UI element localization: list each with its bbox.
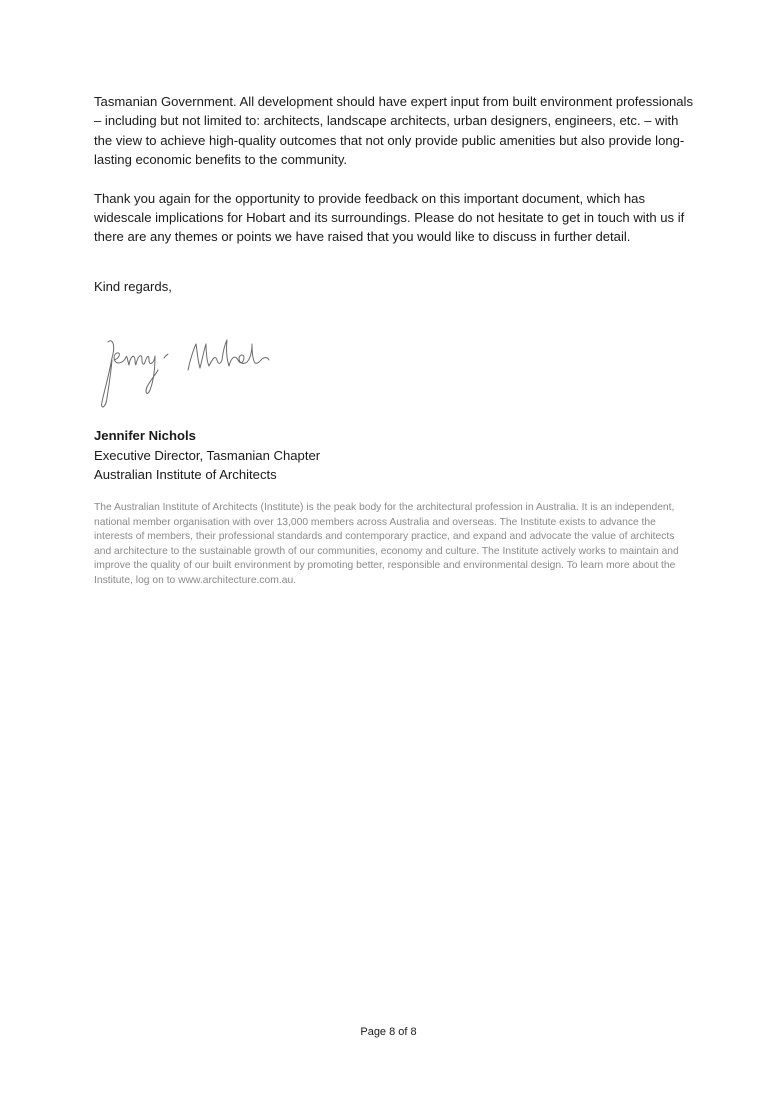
page-number: Page 8 of 8 (360, 1026, 417, 1038)
signatory-name: Jennifer Nichols (94, 428, 196, 443)
signatory-organisation: Australian Institute of Architects (94, 467, 277, 482)
institute-statement: The Australian Institute of Architects (Institute) is the peak body for the architectural profession in Australia. It is an independent, national member organisation with over 13,000 members across Australia and overseas. The Institute exists to advance the interests of members, their professional standards and contemporary practice, and expand and advocate the value of architects and architecture to the sustainable growth of our communities, economy and culture. The Institute actively works to maintain and improve the quality of our built environment by promoting better, responsible and environmental design. To learn more about the Institute, log on to www.architecture.com.au. (94, 502, 679, 586)
letter-body (94, 92, 694, 247)
body-paragraph: Thank you again for the opportunity to provide feedback on this important document, which has widescale implications for Hobart and its surroundings. Please do not hesitate to get in touch with us if there are any themes or points we have raised that you would like to discuss in further detail. (94, 190, 685, 245)
signatory-block (94, 426, 320, 485)
handwritten-signature (94, 330, 274, 410)
closing-salutation: Kind regards, (94, 279, 172, 294)
body-paragraph: Tasmanian Government. All development should have expert input from built environment professionals – including but not limited to: architects, landscape architects, urban designers, engineers, etc. – with the view to achieve high-quality outcomes that not only provide public amenities but also provide long-lasting economic benefits to the community. (94, 94, 693, 168)
signatory-title: Executive Director, Tasmanian Chapter (94, 447, 321, 463)
